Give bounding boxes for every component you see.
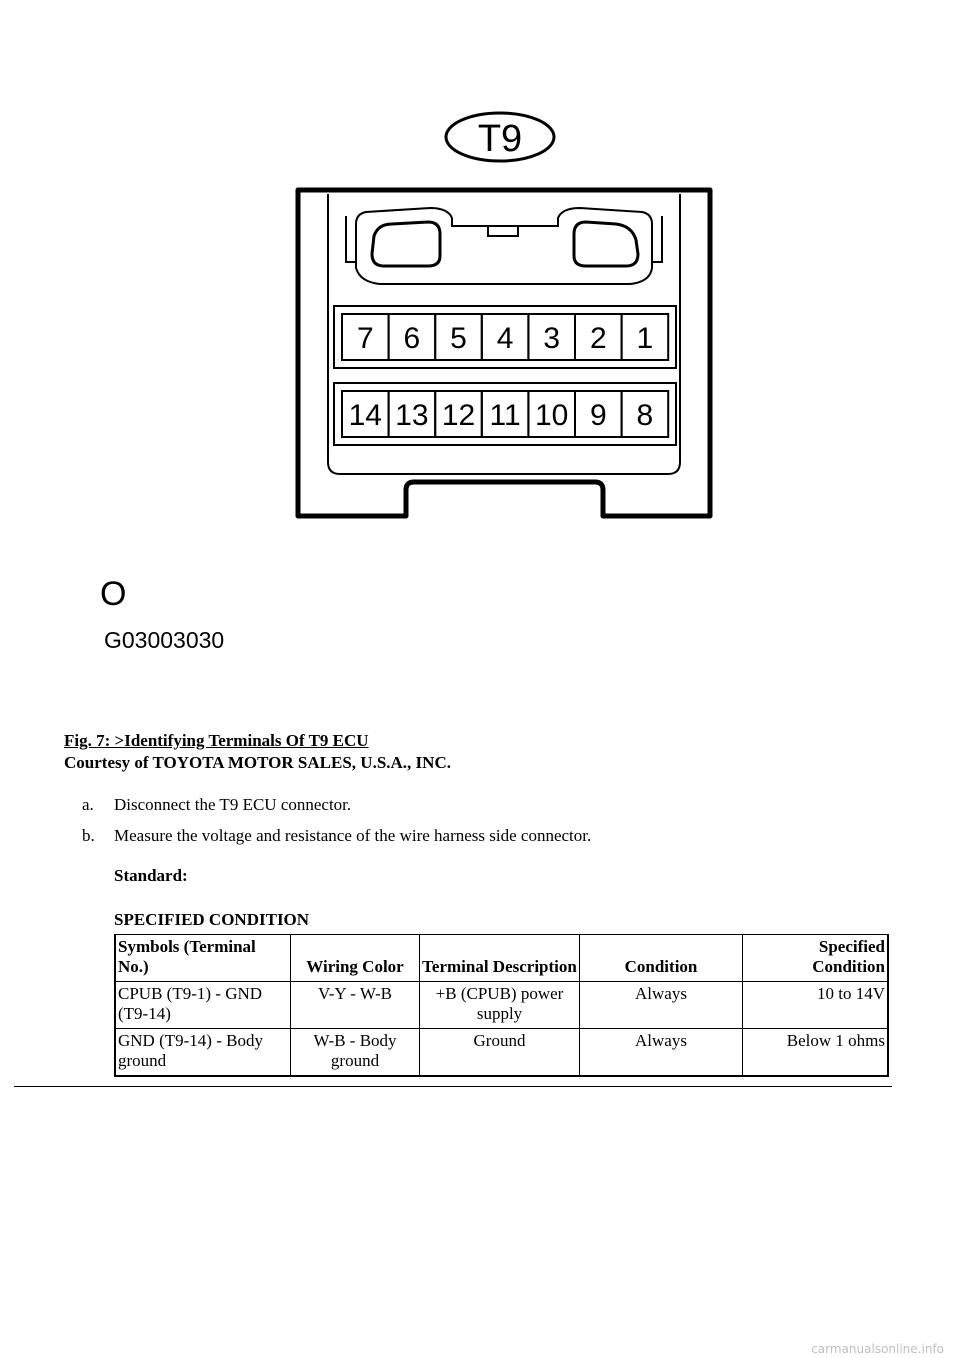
pin-number: 9 [589, 399, 607, 432]
pin-number: 4 [496, 322, 514, 355]
step-b [82, 825, 591, 847]
specified-condition-table [114, 934, 889, 1077]
figure-courtesy: Courtesy of TOYOTA MOTOR SALES, U.S.A., INC. [64, 753, 451, 772]
step-text: Disconnect the T9 ECU connector. [114, 795, 352, 814]
header-specified-condition: Specified Condition [743, 935, 889, 982]
table-cell: +B (CPUB) power supply [420, 982, 580, 1029]
pin-number: 3 [543, 322, 561, 355]
header-symbols: Symbols (Terminal No.) [115, 935, 291, 982]
table-cell: CPUB (T9-1) - GND (T9-14) [115, 982, 291, 1029]
table-cell: GND (T9-14) - Body ground [115, 1029, 291, 1077]
standard-label: Standard: [114, 866, 188, 885]
step-marker: b. [82, 826, 95, 845]
pin-number: 11 [489, 399, 521, 432]
pin-number: 10 [535, 399, 569, 432]
procedure-steps [82, 794, 591, 856]
table-cell: W-B - Body ground [291, 1029, 420, 1077]
figure-title: Fig. 7: >Identifying Terminals Of T9 ECU [64, 731, 369, 750]
pin-number: 13 [395, 399, 429, 432]
site-watermark: carmanualsonline.info [811, 1342, 944, 1356]
pin-number: 7 [356, 322, 374, 355]
table-cell: 10 to 14V [743, 982, 889, 1029]
table-cell: Ground [420, 1029, 580, 1077]
table-header-row [115, 935, 888, 982]
step-a [82, 794, 591, 816]
table-cell: Always [580, 1029, 743, 1077]
graphic-code: G03003030 [104, 627, 225, 653]
pin-number: 8 [636, 399, 654, 432]
right-guide-socket [574, 222, 638, 266]
connector-label: T9 [477, 118, 523, 160]
pin-number: 14 [348, 399, 382, 432]
table-cell: Always [580, 982, 743, 1029]
table-cell: Below 1 ohms [743, 1029, 889, 1077]
latch-tab [488, 226, 518, 236]
header-condition: Condition [580, 935, 743, 982]
pin-number: 12 [441, 399, 476, 432]
step-text: Measure the voltage and resistance of the wire harness side connector. [114, 826, 592, 845]
step-marker: a. [82, 795, 94, 814]
spec-title: SPECIFIED CONDITION [114, 910, 310, 929]
header-wiring-color: Wiring Color [291, 935, 420, 982]
pin-number: 5 [450, 322, 467, 355]
table-row [115, 1029, 888, 1077]
pin-number: 6 [403, 322, 421, 355]
table-cell: V-Y - W-B [291, 982, 420, 1029]
table-row [115, 982, 888, 1029]
view-mark: O [100, 575, 127, 613]
pin-number: 1 [636, 322, 654, 355]
pin-number: 2 [589, 322, 607, 355]
header-terminal-description: Terminal Description [420, 935, 580, 982]
left-guide-socket [372, 222, 440, 266]
page-divider [14, 1086, 892, 1087]
figure-caption [64, 730, 451, 774]
